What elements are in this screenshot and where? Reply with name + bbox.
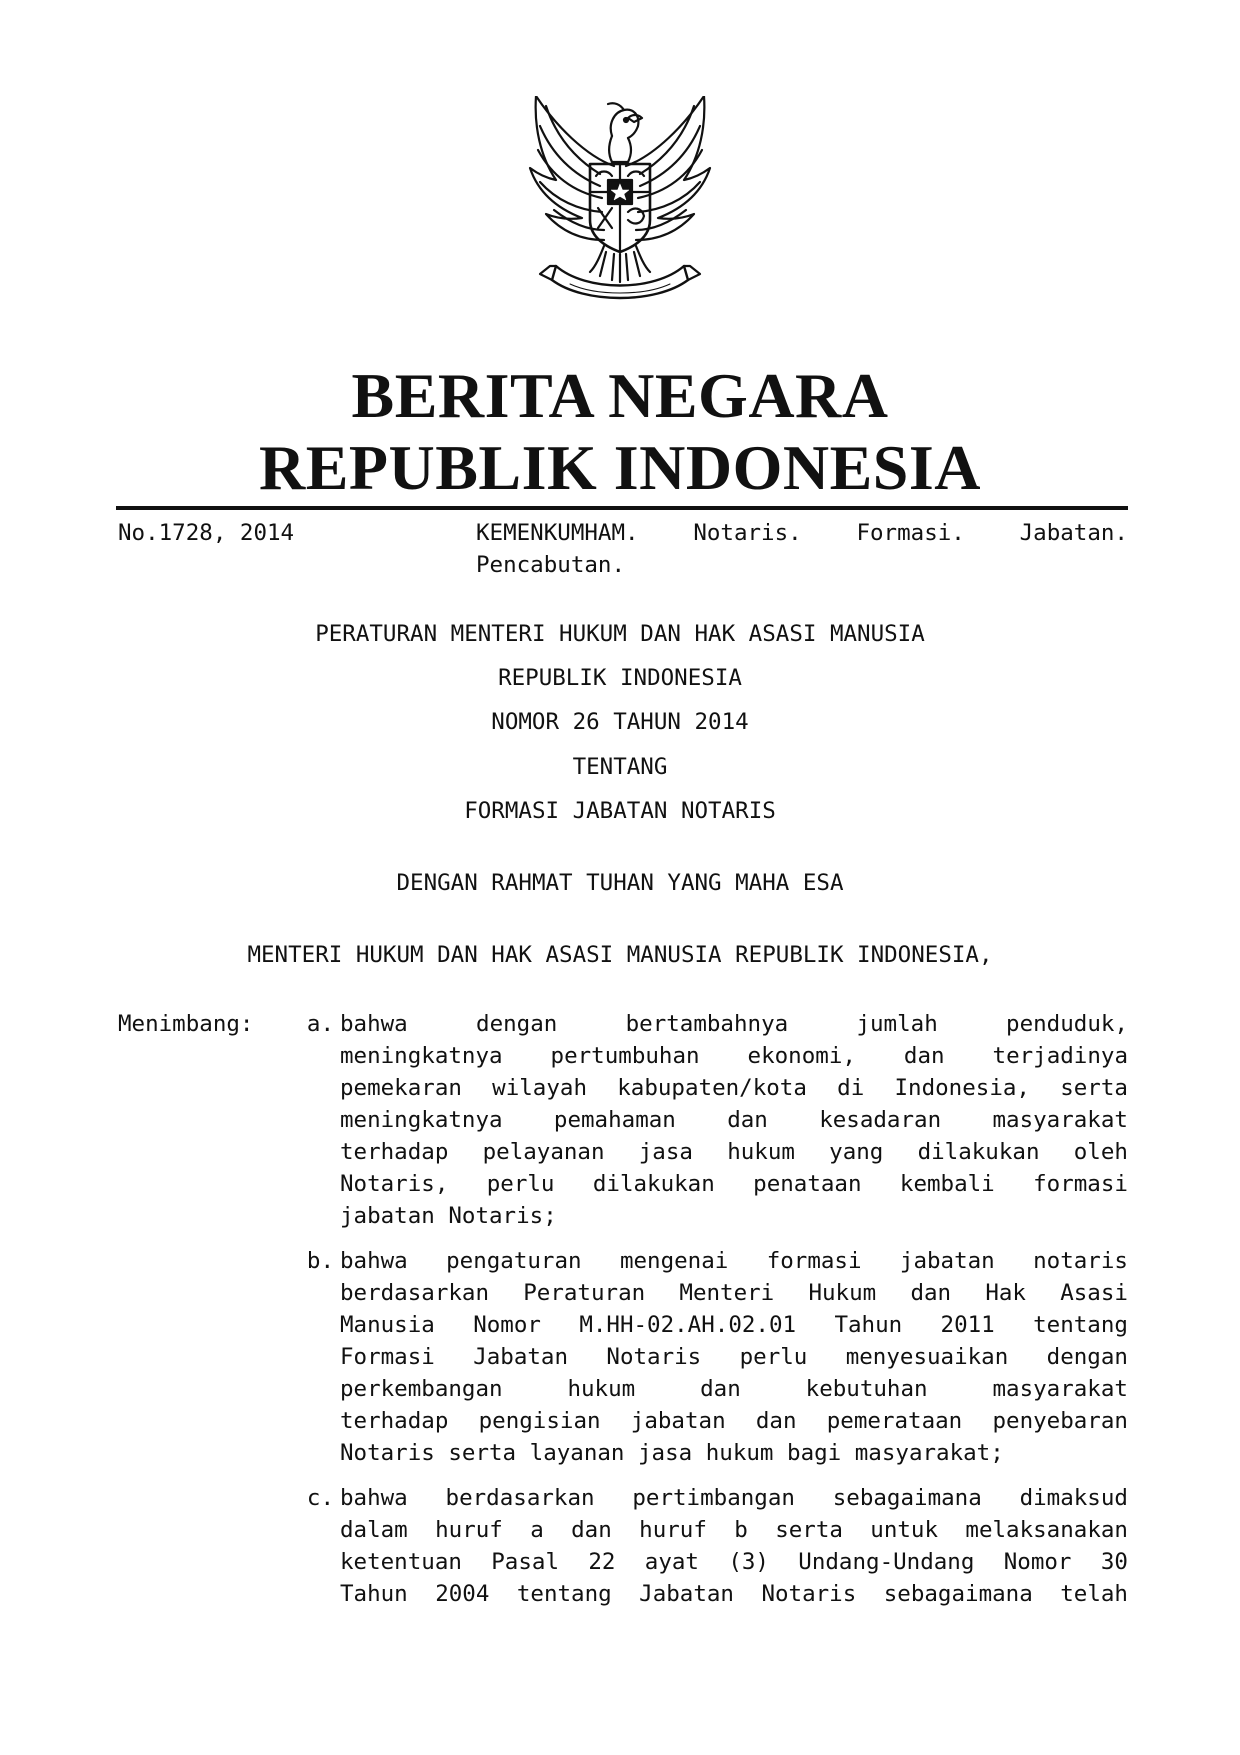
word: tentang xyxy=(516,1581,612,1607)
word: formasi xyxy=(1033,1171,1128,1197)
word: Menteri xyxy=(679,1280,775,1306)
word: formasi xyxy=(766,1248,862,1274)
word: perlu xyxy=(486,1171,555,1197)
word: oleh xyxy=(1073,1139,1128,1165)
word: ketentuan xyxy=(340,1549,462,1575)
word: jumlah xyxy=(856,1011,938,1037)
word: pelayanan xyxy=(482,1139,605,1165)
word: Notaris xyxy=(761,1581,857,1607)
paragraph-line xyxy=(340,1040,1128,1072)
word: terhadap xyxy=(340,1408,449,1434)
word: pengisian xyxy=(478,1408,601,1434)
subject-word: Jabatan. xyxy=(1019,520,1128,546)
word: masyarakat xyxy=(992,1107,1128,1133)
word: jabatan xyxy=(630,1408,726,1434)
paragraph-line xyxy=(340,1277,1128,1309)
word: di xyxy=(837,1075,865,1101)
word: kabupaten/kota xyxy=(617,1075,807,1101)
word: terhadap xyxy=(340,1139,449,1165)
considering-item-c xyxy=(340,1482,1128,1610)
paragraph-line xyxy=(340,1136,1128,1168)
word: (3) xyxy=(728,1549,769,1575)
word: dilakukan xyxy=(917,1139,1040,1165)
word: berdasarkan xyxy=(340,1280,490,1306)
paragraph-line xyxy=(340,1514,1128,1546)
paragraph-line xyxy=(340,1405,1128,1437)
word: dan xyxy=(910,1280,952,1306)
word: perkembangan xyxy=(340,1376,503,1402)
paragraph-line xyxy=(340,1482,1128,1514)
word: Hak xyxy=(985,1280,1026,1306)
issuer: MENTERI HUKUM DAN HAK ASASI MANUSIA REPUBLIK INDONESIA, xyxy=(247,942,993,968)
word: ayat xyxy=(644,1549,699,1575)
word: mengenai xyxy=(619,1248,729,1274)
word: huruf xyxy=(639,1517,707,1543)
word: yang xyxy=(829,1139,884,1165)
word: Indonesia, xyxy=(894,1075,1030,1101)
word: pertumbuhan xyxy=(550,1043,700,1069)
word: menyesuaikan xyxy=(845,1344,1009,1370)
paragraph-line xyxy=(340,1437,1128,1469)
word: sebagaimana xyxy=(832,1485,982,1511)
paragraph-line xyxy=(340,1200,1128,1232)
word: huruf xyxy=(435,1517,503,1543)
paragraph-line xyxy=(340,1546,1128,1578)
word: Jabatan xyxy=(473,1344,569,1370)
word: bahwa xyxy=(340,1011,408,1037)
subject-word: Notaris. xyxy=(693,520,802,546)
word: perlu xyxy=(739,1344,808,1370)
word: b xyxy=(734,1517,748,1543)
word: serta xyxy=(775,1517,843,1543)
gazette-number: No.1728, 2014 xyxy=(118,520,295,546)
paragraph-line xyxy=(340,1309,1128,1341)
word: notaris xyxy=(1033,1248,1128,1274)
word: dan xyxy=(755,1408,797,1434)
word: terjadinya xyxy=(992,1043,1128,1069)
word: melaksanakan xyxy=(965,1517,1128,1543)
paragraph-line xyxy=(340,1341,1128,1373)
word: pemekaran xyxy=(340,1075,462,1101)
word: kebutuhan xyxy=(805,1376,928,1402)
word: 22 xyxy=(588,1549,616,1575)
word: pemahaman xyxy=(553,1107,676,1133)
word: bahwa xyxy=(340,1248,408,1274)
word: 2004 xyxy=(435,1581,490,1607)
word: Nomor xyxy=(1003,1549,1072,1575)
word: dilakukan xyxy=(592,1171,715,1197)
garuda-emblem-icon xyxy=(516,96,724,306)
word: dalam xyxy=(340,1517,408,1543)
word: penataan xyxy=(753,1171,862,1197)
paragraph-line xyxy=(340,1168,1128,1200)
word: tentang xyxy=(1033,1312,1128,1338)
item-letter: c. xyxy=(306,1485,334,1511)
word: pengaturan xyxy=(446,1248,582,1274)
regulation-heading: PERATURAN MENTERI HUKUM DAN HAK ASASI MANUSIA xyxy=(315,621,925,647)
word: Tahun xyxy=(340,1581,408,1607)
gazette-subject xyxy=(476,517,1128,581)
word: bertambahnya xyxy=(625,1011,789,1037)
word: wilayah xyxy=(492,1075,587,1101)
word: dan xyxy=(571,1517,612,1543)
word: jasa xyxy=(638,1139,693,1165)
word: pertimbangan xyxy=(632,1485,795,1511)
word: Jabatan xyxy=(639,1581,734,1607)
subject-word: KEMENKUMHAM. xyxy=(476,520,639,546)
word: jabatan xyxy=(899,1248,995,1274)
word: pemerataan xyxy=(826,1408,963,1434)
word: 30 xyxy=(1100,1549,1128,1575)
word: berdasarkan xyxy=(445,1485,595,1511)
word: Notaris serta layanan jasa hukum bagi masyarakat; xyxy=(340,1440,1004,1466)
word: dengan xyxy=(476,1011,558,1037)
word: Hukum xyxy=(808,1280,877,1306)
word: Pasal xyxy=(491,1549,559,1575)
title-divider xyxy=(116,506,1128,510)
item-letter: b. xyxy=(306,1248,334,1274)
word: Undang-Undang xyxy=(798,1549,975,1575)
word: meningkatnya xyxy=(340,1043,503,1069)
word: Asasi xyxy=(1060,1280,1128,1306)
word: penduduk, xyxy=(1006,1011,1128,1037)
word: kesadaran xyxy=(819,1107,942,1133)
word: hukum xyxy=(567,1376,636,1402)
regulation-about: TENTANG xyxy=(572,754,668,780)
word: Notaris, xyxy=(340,1171,449,1197)
word: untuk xyxy=(870,1517,939,1543)
regulation-subject: FORMASI JABATAN NOTARIS xyxy=(464,798,776,824)
word: sebagaimana xyxy=(883,1581,1033,1607)
word: bahwa xyxy=(340,1485,408,1511)
word: a xyxy=(530,1517,544,1543)
paragraph-line xyxy=(340,1245,1128,1277)
invocation: DENGAN RAHMAT TUHAN YANG MAHA ESA xyxy=(396,870,844,896)
word: Nomor xyxy=(473,1312,541,1338)
considering-label: Menimbang: xyxy=(118,1011,254,1037)
subject-word: Formasi. xyxy=(856,520,965,546)
paragraph-line xyxy=(340,1072,1128,1104)
word: dengan xyxy=(1046,1344,1128,1370)
word: 2011 xyxy=(940,1312,995,1338)
word: dan xyxy=(700,1376,741,1402)
word: dimaksud xyxy=(1019,1485,1128,1511)
word: serta xyxy=(1060,1075,1128,1101)
word: jabatan Notaris; xyxy=(340,1203,557,1229)
word: dan xyxy=(727,1107,768,1133)
regulation-heading: REPUBLIK INDONESIA xyxy=(498,665,742,691)
word: M.HH-02.AH.02.01 xyxy=(579,1312,797,1338)
regulation-number: NOMOR 26 TAHUN 2014 xyxy=(491,709,749,735)
item-letter: a. xyxy=(306,1011,334,1037)
word: Peraturan xyxy=(523,1280,646,1306)
word: kembali xyxy=(899,1171,995,1197)
word: Formasi xyxy=(340,1344,435,1370)
gazette-subject-line: Pencabutan. xyxy=(476,552,626,578)
word: Notaris xyxy=(606,1344,702,1370)
gazette-title: BERITA NEGARA xyxy=(351,360,889,431)
paragraph-line xyxy=(340,1008,1128,1040)
word: ekonomi, xyxy=(747,1043,856,1069)
word: penyebaran xyxy=(992,1408,1128,1434)
word: Manusia xyxy=(340,1312,435,1338)
paragraph-line xyxy=(340,1104,1128,1136)
considering-item-a xyxy=(340,1008,1128,1232)
word: Tahun xyxy=(834,1312,903,1338)
word: dan xyxy=(903,1043,945,1069)
paragraph-line xyxy=(340,1578,1128,1610)
considering-item-b xyxy=(340,1245,1128,1469)
gazette-subject-line xyxy=(476,517,1128,549)
word: masyarakat xyxy=(992,1376,1128,1402)
paragraph-line xyxy=(340,1373,1128,1405)
word: meningkatnya xyxy=(340,1107,503,1133)
gazette-title-country: REPUBLIK INDONESIA xyxy=(258,432,982,503)
word: telah xyxy=(1060,1581,1128,1607)
word: hukum xyxy=(727,1139,795,1165)
